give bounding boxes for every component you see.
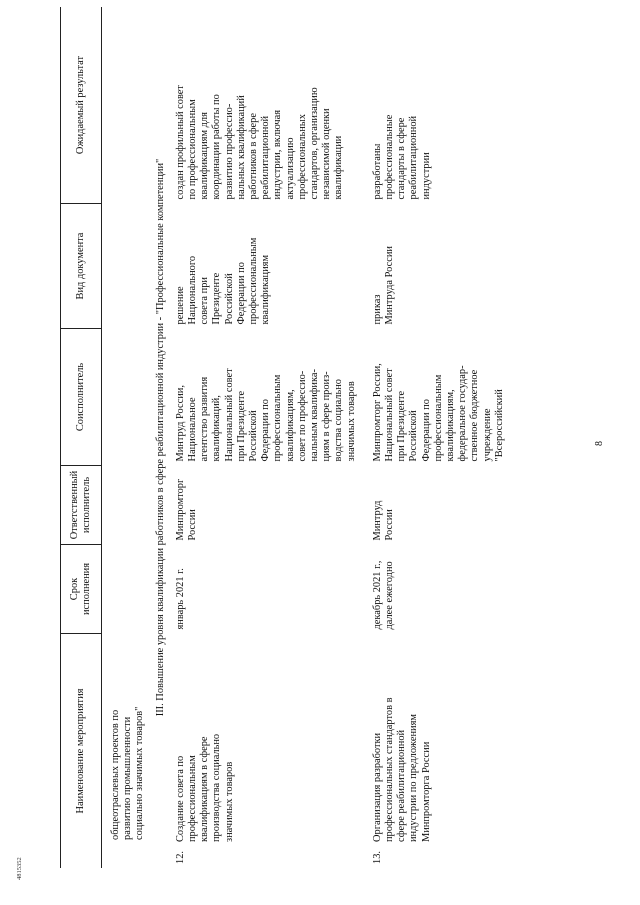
continuation-text: общеотраслевых проектов по развитию промышленности социально значимых товаров" [110, 706, 146, 840]
header-term: Срок исполнения [61, 545, 102, 634]
row-12-responsible: Минпромторг России [174, 478, 199, 541]
document-code: 4815352 [16, 857, 23, 880]
header-doc-kind: Вид документа [61, 204, 102, 329]
header-result: Ожидаемый результат [61, 7, 102, 204]
header-responsible: Ответственный исполнитель [61, 466, 102, 545]
row-number: 12. [174, 851, 186, 864]
row-13-responsible: Минтруд России [371, 500, 396, 541]
rotated-table-container [60, 48, 625, 868]
section-row [149, 7, 173, 868]
header-coexecutor: Соисполнитель [61, 329, 102, 466]
row-12-name: 12. Создание совета по профессиональным квалификациям в сфере производства социально значимых товаров [174, 733, 235, 864]
row-13-term: декабрь 2021 г., далее ежегодно [371, 560, 396, 630]
row-13-result: разработаны профессиональные стандарты в сфере реабилитационной индустрии [371, 114, 432, 200]
row-13-coexecutor: Минпромторг России, Национальный совет при Президенте Российской Федерации по профессиональным квалификациям, федеральное государ- ственное бюджетное учреждение "Всероссийский [371, 363, 505, 462]
action-plan-table [60, 7, 508, 868]
row-number: 13. [371, 851, 383, 864]
page-number: 8 [594, 441, 605, 446]
row-13-doc-kind: приказ Минтруда России [371, 246, 396, 325]
table-row [173, 7, 360, 868]
section-title: III. Повышение уровня квалификации работников в сфере реабилитационной индустрии - "Профессиональные компетенции" [154, 158, 166, 717]
row-12-result: создан профильный совет по профессиональным квалификациям для координации работы по развитию профессио- нальных квалификаций работников в сфере реабилитационной индустрии, включая актуализацию профессиональных стандартов, организацию независимой оценки квалификации [174, 85, 345, 200]
row-12-term: январь 2021 г. [174, 568, 186, 630]
row-12-doc-kind: решение Национального совета при Президенте Российской Федерации по профессиональным квалификациям [174, 237, 272, 325]
row-13-name: 13. Организация разработки профессиональных стандартов в сфере реабилитационной индустрии по предложениям Минпромторга России [371, 697, 432, 864]
row-12-coexecutor: Минтруд России, Национальное агентство развития квалификаций, Национальный совет при Президенте Российской Федерации по профессиональным квалификациям, совет по профессио- нальным квалифика- циям в сфере произ- водства социально значимых товаров [174, 368, 357, 462]
continuation-row [102, 7, 149, 868]
table-header-row [61, 7, 102, 868]
header-name: Наименование мероприятия [61, 634, 102, 869]
table-row [370, 7, 508, 868]
